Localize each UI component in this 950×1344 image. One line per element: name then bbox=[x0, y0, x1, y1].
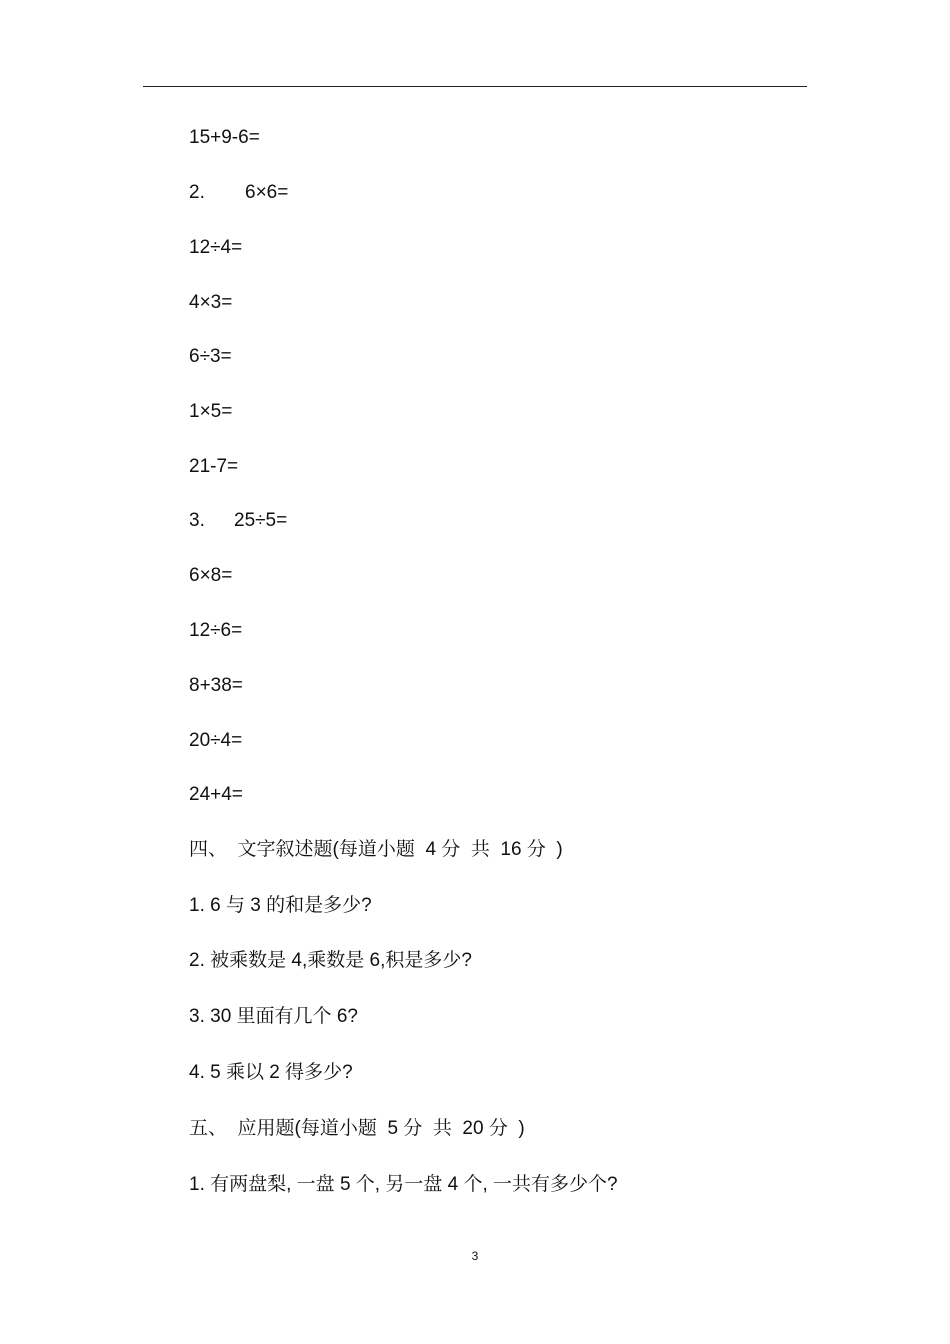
calc-line-7: 21-7= bbox=[189, 456, 239, 477]
calc-line-8 bbox=[189, 509, 287, 533]
page-number: 3 bbox=[471, 1249, 479, 1263]
header-rule bbox=[143, 86, 807, 87]
calc-line-10: 12÷6= bbox=[189, 620, 243, 641]
calc-line-5: 6÷3= bbox=[189, 346, 232, 367]
calc-line-4: 4×3= bbox=[189, 292, 233, 313]
item-number: 3. bbox=[189, 510, 205, 531]
calc-line-3: 12÷4= bbox=[189, 237, 243, 258]
application-problem-1: 1. 有两盘梨, 一盘 5 个, 另一盘 4 个, 一共有多少个? bbox=[189, 1174, 618, 1195]
section-heading-four: 四、 文字叙述题(每道小题 4 分 共 16 分 ) bbox=[189, 839, 563, 860]
calc-line-6: 1×5= bbox=[189, 401, 233, 422]
calc-line-1: 15+9-6= bbox=[189, 127, 260, 148]
item-number: 2. bbox=[189, 182, 205, 203]
word-problem-4: 4. 5 乘以 2 得多少? bbox=[189, 1062, 353, 1083]
word-problem-2: 2. 被乘数是 4,乘数是 6,积是多少? bbox=[189, 950, 472, 971]
calc-line-12: 20÷4= bbox=[189, 730, 243, 751]
calc-line-11: 8+38= bbox=[189, 675, 243, 696]
calc-line-13: 24+4= bbox=[189, 784, 243, 805]
calc-expression: 25÷5= bbox=[234, 510, 288, 531]
calc-line-2 bbox=[189, 181, 288, 205]
calc-expression: 6×6= bbox=[245, 182, 289, 203]
word-problem-3: 3. 30 里面有几个 6? bbox=[189, 1006, 358, 1027]
word-problem-1: 1. 6 与 3 的和是多少? bbox=[189, 895, 372, 916]
section-heading-five: 五、 应用题(每道小题 5 分 共 20 分 ) bbox=[189, 1118, 525, 1139]
calc-line-9: 6×8= bbox=[189, 565, 233, 586]
